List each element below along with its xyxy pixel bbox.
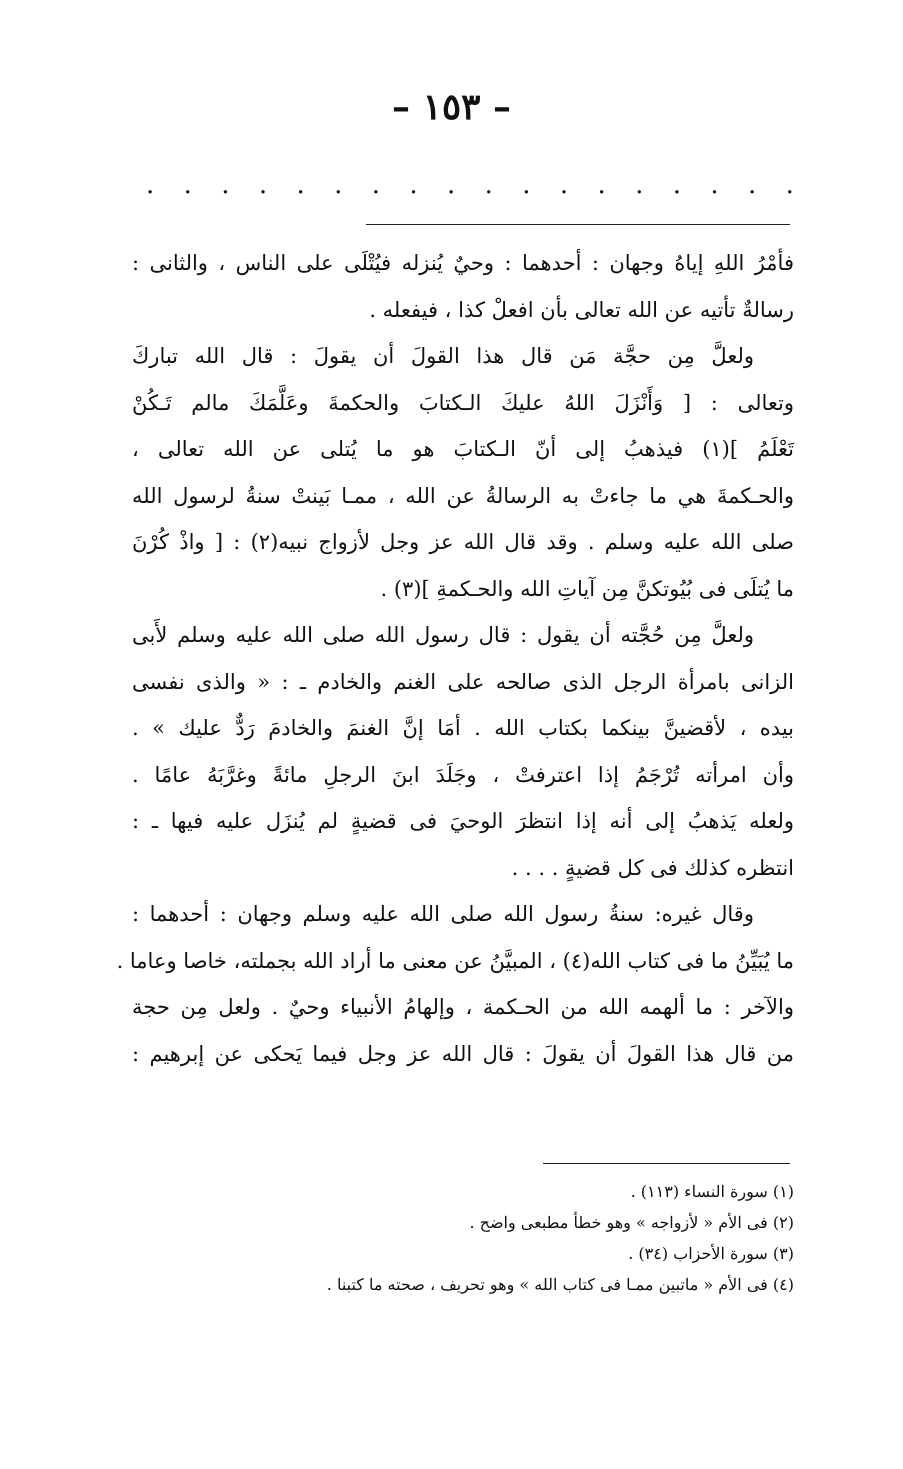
footnote: (٤) فى الأم « ماتبين ممـا فى كتاب الله » وهو تحريف ، صحته ما كتبنا . <box>326 1275 794 1294</box>
separator-dot: . <box>559 170 569 200</box>
text-line: بيده ، لأقضينَّ بينكما بكتاب الله . أمَا إنَّ الغنمَ والخادمَ رَدٌّ عليك » . <box>132 716 794 740</box>
separator-dot: . <box>334 170 343 200</box>
separator-dot: . <box>522 170 531 200</box>
text-line: صلى الله عليه وسلم . وقد قال الله عز وجل لأزواج نبيه(٢) : [ واذْ كُرْنَ <box>132 530 795 554</box>
text-line: ما يُتلَى فى بُيُوتكنَّ مِن آياتِ الله والحـكمةِ ](٣) . <box>380 576 794 601</box>
text-line: انتظره كذلك فى كل قضيةٍ . . . . <box>511 855 794 880</box>
footnotes <box>200 1176 794 1300</box>
separator-dot: . <box>146 170 155 200</box>
separator-dot: . <box>484 170 493 200</box>
text-line: ولعله يَذهبُ إلى أنه إذا انتظرَ الوحيَ فى قضيةٍ لم يُنزَل عليه فيها ـ : <box>132 809 794 833</box>
footnote: (٢) فى الأم « لأزواجه » وهو خطأ مطبعى واضح . <box>469 1213 794 1232</box>
separator-dot: . <box>221 170 230 200</box>
separator-dot: . <box>597 170 606 200</box>
separator-dot: . <box>258 170 268 200</box>
text-line: فأمْرُ اللهِ إياهُ وجهان : أحدهما : وحيٌ يُنزله فيُتْلَى على الناس ، والثانى : <box>132 251 794 275</box>
separator-dot: . <box>296 170 305 200</box>
text-line: وتعالى : [ وَأَنْزَلَ اللهُ عليكَ الـكتابَ والحكمةَ وعَلَّمَكَ مالم تَـكُنْ <box>132 390 794 415</box>
top-rule <box>366 224 790 225</box>
separator-dot: . <box>710 170 719 200</box>
text-line: ما يُبَيِّنُ ما فى كتاب الله(٤) ، المبيَّنُ عن معنى ما أراد الله بجملته، خاصا وعاما . <box>116 948 794 973</box>
text-line: تَعْلَمُ ](١) فيذهبُ إلى أنّ الـكتابَ هو ما يُتلى عن الله تعالى ، <box>132 437 794 461</box>
text-line: والحـكمةَ هي ما جاءتْ به الرسالةُ عن الله ، ممـا بَينتْ سنةُ لرسول الله <box>132 483 794 508</box>
page-number: – ١٥٣ – <box>391 86 512 128</box>
separator-dot: . <box>447 170 456 200</box>
separator-dot: . <box>635 170 644 200</box>
separator-dot: . <box>183 170 192 200</box>
text-line: رسالةٌ تأتيه عن الله تعالى بأن افعلْ كذا ، فيفعله . <box>369 297 794 322</box>
separator-dot: . <box>785 170 794 200</box>
footnote: (٣) سورة الأحزاب (٣٤) . <box>628 1244 794 1263</box>
footnote: (١) سورة النساء (١١٣) . <box>630 1182 794 1201</box>
text-line: ولعلَّ مِن حجَّة مَن قال هذا القولَ أن يقولَ : قال الله تباركَ <box>132 344 754 368</box>
text-line: من قال هذا القولَ أن يقولَ : قال الله عز وجل فيما يَحكى عن إبرهيم : <box>132 1041 794 1066</box>
separator-dots <box>146 170 794 200</box>
text-line: ولعلَّ مِن حُجَّته أن يقول : قال رسول الله صلى الله عليه وسلم لأَبى <box>132 623 754 647</box>
footnote-rule <box>543 1163 790 1164</box>
text-line: وقال غيره: سنةُ رسول الله صلى الله عليه وسلم وجهان : أحدهما : <box>132 902 754 926</box>
separator-dot: . <box>409 170 418 200</box>
separator-dot: . <box>748 170 757 200</box>
separator-dot: . <box>371 170 381 200</box>
text-line: وأن امرأته تُرْجَمُ إذا اعترفتْ ، وجَلَدَ ابنَ الرجلِ مائةً وغرَّبَهُ عامًا . <box>132 762 794 787</box>
text-line: الزانى بامرأة الرجل الذى صالحه على الغنم والخادم ـ : « والذى نفسى <box>132 669 794 694</box>
body-text <box>116 240 795 1077</box>
separator-dot: . <box>672 170 682 200</box>
text-line: والآخر : ما ألهمه الله من الحـكمة ، وإلهامُ الأنبياء وحيٌ . ولعل مِن حجة <box>132 995 794 1019</box>
